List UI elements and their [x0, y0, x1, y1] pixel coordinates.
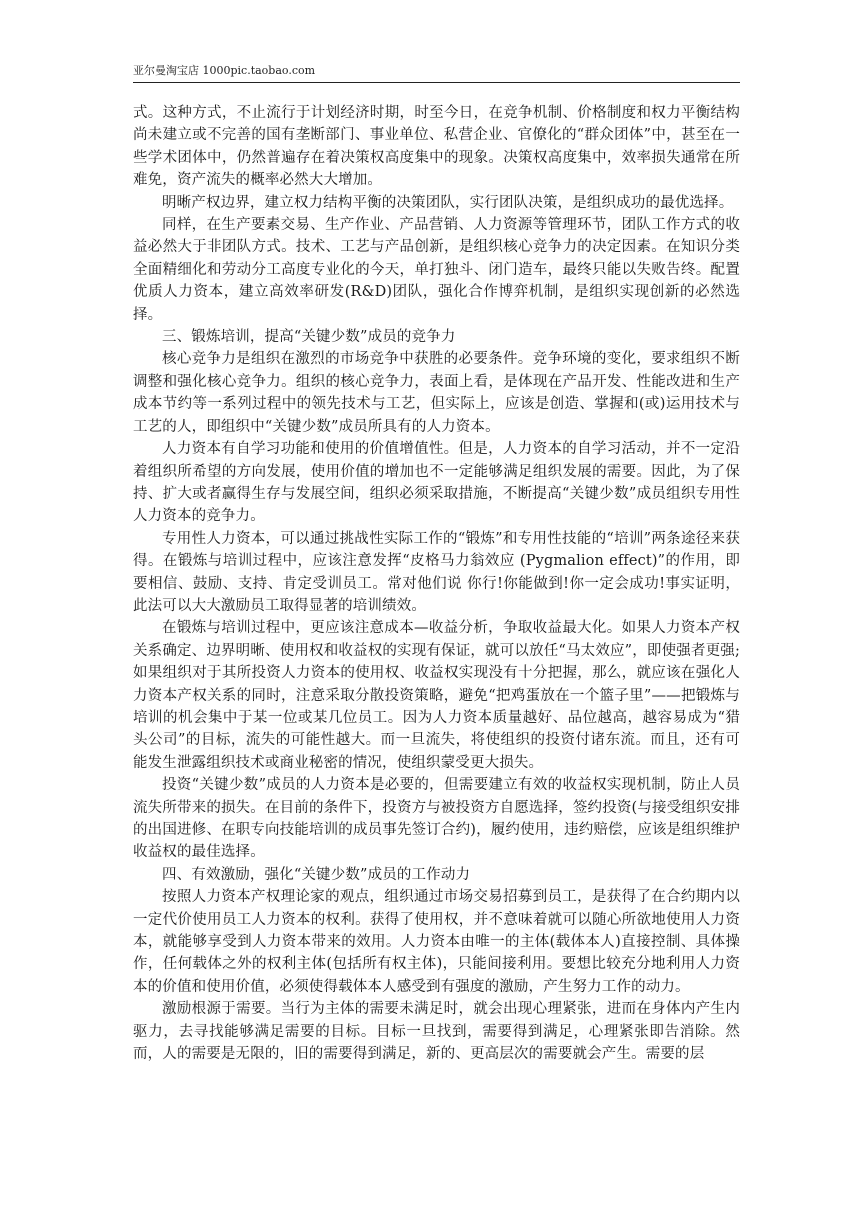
- paragraph: 投资“关键少数”成员的人力资本是必要的，但需要建立有效的收益权实现机制，防止人员流失所带来的损失。在目前的条件下，投资方与被投资方自愿选择，签约投资(与接受组织安排的出国进修、在职专向技能培训的成员事先签订合约)，履约使用，违约赔偿，应该是组织维护收益权的最佳选择。: [133, 777, 740, 861]
- section-heading: 三、锻炼培训，提高“关键少数”成员的竞争力: [162, 329, 456, 346]
- paragraph: 式。这种方式，不止流行于计划经济时期，时至今日，在竞争机制、价格制度和权力平衡结构尚未建立或不完善的国有垄断部门、事业单位、私营企业、官僚化的“群众团体”中，甚至在一些学术团体中，仍然普遍存在着决策权高度集中的现象。决策权高度集中，效率损失通常在所难免，资产流失的概率必然大大增加。: [133, 105, 740, 189]
- header-text: 亚尔曼淘宝店 1000pic.taobao.com: [133, 64, 316, 77]
- document-body: [133, 102, 740, 1065]
- section-heading: 四、有效激励，强化“关键少数”成员的工作动力: [162, 866, 471, 883]
- paragraph: 激励根源于需要。当行为主体的需要未满足时，就会出现心理紧张，进而在身体内产生内驱力，去寻找能够满足需要的目标。目标一旦找到，需要得到满足，心理紧张即告消除。然而，人的需要是无限的，旧的需要得到满足，新的、更高层次的需要就会产生。需要的层: [133, 1001, 740, 1063]
- page-header: [133, 62, 740, 83]
- paragraph: 人力资本有自学习功能和使用的价值增值性。但是，人力资本的自学习活动，并不一定沿着组织所希望的方向发展，使用价值的增加也不一定能够满足组织发展的需要。因此，为了保持、扩大或者赢得生存与发展空间，组织必须采取措施，不断提高“关键少数”成员组织专用性人力资本的竞争力。: [133, 441, 740, 525]
- paragraph: 同样，在生产要素交易、生产作业、产品营销、人力资源等管理环节，团队工作方式的收益必然大于非团队方式。技术、工艺与产品创新，是组织核心竞争力的决定因素。在知识分类全面精细化和劳动分工高度专业化的今天，单打独斗、闭门造车，最终只能以失败告终。配置优质人力资本，建立高效率研发(R&D)团队，强化合作博弈机制，是组织实现创新的必然选择。: [133, 217, 740, 323]
- paragraph: 明晰产权边界，建立权力结构平衡的决策团队，实行团队决策，是组织成功的最优选择。: [162, 194, 734, 211]
- paragraph: 在锻炼与培训过程中，更应该注意成本—收益分析，争取收益最大化。如果人力资本产权关系确定、边界明晰、使用权和收益权的实现有保证，就可以放任“马太效应”，即使强者更强; 如果组织对于其所投资人力资本的使用权、收益权实现没有十分把握，那么，就应该在强化人力资本产权关系的同时，注意采取分散投资策略，避免“把鸡蛋放在一个篮子里”——把锻炼与培训的机会集中于某一位或某几位员工。因为人力资本质量越好、品位越高，越容易成为“猎头公司”的目标，流失的可能性越大。而一旦流失，将使组织的投资付诸东流。而且，还有可能发生泄露组织技术或商业秘密的情况，使组织蒙受更大损失。: [133, 620, 740, 771]
- paragraph: 专用性人力资本，可以通过挑战性实际工作的“锻炼”和专用性技能的“培训”两条途径来获得。在锻炼与培训过程中，应该注意发挥“皮格马力翁效应 (Pygmalion effect)”的作用，即要相信、鼓励、支持、肯定受训员工。常对他们说 你行!你能做到!你一定会成功!事实证明，此法可以大大激励员工取得显著的培训绩效。: [133, 530, 740, 614]
- paragraph: 核心竞争力是组织在激烈的市场竞争中获胜的必要条件。竞争环境的变化，要求组织不断调整和强化核心竞争力。组织的核心竞争力，表面上看，是体现在产品开发、性能改进和生产成本节约等一系列过程中的领先技术与工艺，但实际上，应该是创造、掌握和(或)运用技术与工艺的人，即组织中“关键少数”成员所具有的人力资本。: [133, 351, 740, 435]
- paragraph: 按照人力资本产权理论家的观点，组织通过市场交易招募到员工，是获得了在合约期内以一定代价使用员工人力资本的权利。获得了使用权，并不意味着就可以随心所欲地使用人力资本，就能够享受到人力资本带来的效用。人力资本由唯一的主体(载体本人)直接控制、具体操作，任何载体之外的权利主体(包括所有权主体)，只能间接利用。要想比较充分地利用人力资本的价值和使用价值，必须使得载体本人感受到有强度的激励，产生努力工作的动力。: [133, 889, 740, 995]
